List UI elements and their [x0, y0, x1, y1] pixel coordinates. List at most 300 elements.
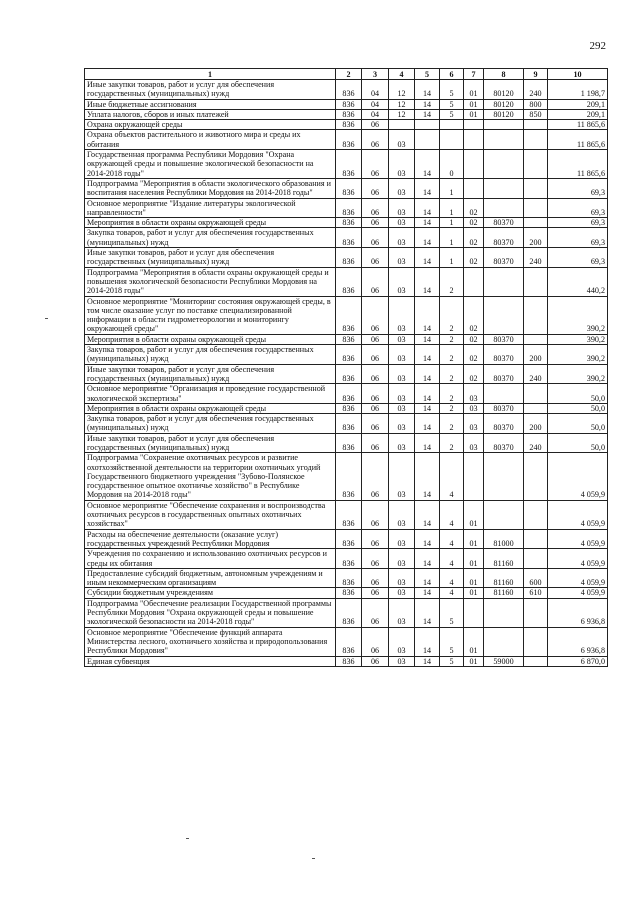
code-section: 06 [362, 296, 389, 334]
code-section: 06 [362, 228, 389, 248]
code-activity [464, 120, 484, 130]
row-name: Основное мероприятие "Мониторинг состояния окружающей среды, в том числе оказание услуг по поставке специализированной информации в области гидрометеорологии и мониторингу окружающей среды" [85, 296, 336, 334]
code-expense-type: 200 [524, 228, 548, 248]
code-admin: 836 [336, 296, 362, 334]
row-amount: 1 198,7 [548, 80, 608, 100]
row-name: Предоставление субсидий бюджетным, автономным учреждениям и иным некоммерческим организациям [85, 568, 336, 588]
code-activity: 03 [464, 384, 484, 404]
code-activity: 01 [464, 549, 484, 569]
table-row [85, 598, 608, 627]
code-activity: 03 [464, 403, 484, 413]
code-subsection: 03 [389, 453, 415, 500]
code-activity: 01 [464, 588, 484, 598]
table-row [85, 414, 608, 434]
code-direction: 80370 [484, 433, 524, 453]
row-name: Расходы на обеспечение деятельности (оказание услуг) государственных учреждений Республики Мордовия [85, 529, 336, 549]
row-name: Мероприятия в области охраны окружающей среды [85, 334, 336, 344]
table-row [85, 364, 608, 384]
row-amount: 50,0 [548, 403, 608, 413]
row-name: Основное мероприятие "Издание литературы экологической направленности" [85, 198, 336, 218]
budget-table [84, 68, 608, 667]
row-name: Иные закупки товаров, работ и услуг для обеспечения государственных (муниципальных) нужд [85, 80, 336, 100]
code-subprogram: 1 [440, 228, 464, 248]
row-name: Мероприятия в области охраны окружающей среды [85, 218, 336, 228]
code-expense-type [524, 500, 548, 529]
code-admin: 836 [336, 178, 362, 198]
code-direction [484, 267, 524, 296]
code-section: 06 [362, 588, 389, 598]
code-admin: 836 [336, 218, 362, 228]
row-amount: 390,2 [548, 296, 608, 334]
code-activity [464, 130, 484, 150]
row-name: Мероприятия в области охраны окружающей среды [85, 403, 336, 413]
code-section: 06 [362, 120, 389, 130]
code-subsection: 03 [389, 150, 415, 179]
code-expense-type [524, 384, 548, 404]
code-expense-type: 200 [524, 414, 548, 434]
code-program: 14 [415, 568, 440, 588]
row-name: Подпрограмма "Мероприятия в области экологического образования и воспитания населения Республики Мордовия на 2014-2018 годы" [85, 178, 336, 198]
code-expense-type: 240 [524, 433, 548, 453]
code-subsection: 03 [389, 178, 415, 198]
code-admin: 836 [336, 228, 362, 248]
table-row [85, 500, 608, 529]
code-subprogram: 2 [440, 403, 464, 413]
code-section: 06 [362, 656, 389, 666]
scan-mark [186, 838, 189, 839]
code-activity [464, 267, 484, 296]
code-expense-type [524, 218, 548, 228]
code-subprogram: 2 [440, 364, 464, 384]
column-header: 5 [415, 69, 440, 80]
code-section: 06 [362, 178, 389, 198]
code-direction [484, 120, 524, 130]
scan-mark [312, 858, 315, 859]
row-amount: 69,3 [548, 218, 608, 228]
code-activity: 01 [464, 568, 484, 588]
code-direction [484, 178, 524, 198]
code-subsection: 12 [389, 99, 415, 109]
code-subprogram: 2 [440, 414, 464, 434]
code-direction: 81000 [484, 529, 524, 549]
code-activity [464, 598, 484, 627]
code-section: 04 [362, 99, 389, 109]
code-subsection: 03 [389, 588, 415, 598]
row-name: Закупка товаров, работ и услуг для обеспечения государственных (муниципальных) нужд [85, 345, 336, 365]
code-direction: 80370 [484, 218, 524, 228]
code-direction [484, 150, 524, 179]
table-row [85, 130, 608, 150]
row-name: Закупка товаров, работ и услуг для обеспечения государственных (муниципальных) нужд [85, 228, 336, 248]
code-subprogram: 2 [440, 384, 464, 404]
code-expense-type [524, 549, 548, 569]
table-row [85, 198, 608, 218]
code-subprogram: 2 [440, 296, 464, 334]
code-program [415, 120, 440, 130]
code-activity [464, 150, 484, 179]
row-amount: 11 865,6 [548, 120, 608, 130]
code-activity: 02 [464, 364, 484, 384]
code-subprogram: 4 [440, 588, 464, 598]
code-activity: 01 [464, 99, 484, 109]
row-name: Охрана окружающей среды [85, 120, 336, 130]
code-subsection: 03 [389, 345, 415, 365]
code-admin: 836 [336, 198, 362, 218]
code-activity: 01 [464, 80, 484, 100]
code-subsection: 03 [389, 334, 415, 344]
code-direction [484, 453, 524, 500]
code-subprogram: 4 [440, 529, 464, 549]
code-admin: 836 [336, 80, 362, 100]
code-direction [484, 627, 524, 656]
code-admin: 836 [336, 99, 362, 109]
code-expense-type: 240 [524, 364, 548, 384]
row-name: Иные бюджетные ассигнования [85, 99, 336, 109]
code-direction: 80370 [484, 228, 524, 248]
code-section: 06 [362, 364, 389, 384]
code-activity: 02 [464, 218, 484, 228]
column-header: 10 [548, 69, 608, 80]
row-amount: 390,2 [548, 334, 608, 344]
code-direction: 80120 [484, 109, 524, 119]
code-program [415, 130, 440, 150]
code-subprogram: 4 [440, 500, 464, 529]
row-amount: 6 936,8 [548, 627, 608, 656]
row-name: Иные закупки товаров, работ и услуг для обеспечения государственных (муниципальных) нужд [85, 364, 336, 384]
code-program: 14 [415, 549, 440, 569]
code-direction: 80370 [484, 248, 524, 268]
code-direction: 80370 [484, 364, 524, 384]
table-row [85, 568, 608, 588]
code-subsection: 03 [389, 296, 415, 334]
code-program: 14 [415, 267, 440, 296]
table-row [85, 345, 608, 365]
code-direction: 80370 [484, 334, 524, 344]
row-amount: 440,2 [548, 267, 608, 296]
code-admin: 836 [336, 364, 362, 384]
table-row [85, 218, 608, 228]
code-subsection: 03 [389, 218, 415, 228]
code-program: 14 [415, 345, 440, 365]
row-amount: 390,2 [548, 364, 608, 384]
code-section: 06 [362, 529, 389, 549]
row-name: Основное мероприятие "Обеспечение функций аппарата Министерства лесного, охотничьего хозяйства и природопользования Республики Мордовия" [85, 627, 336, 656]
row-name: Закупка товаров, работ и услуг для обеспечения государственных (муниципальных) нужд [85, 414, 336, 434]
row-amount: 390,2 [548, 345, 608, 365]
code-admin: 836 [336, 656, 362, 666]
code-subprogram [440, 120, 464, 130]
row-amount: 11 865,6 [548, 150, 608, 179]
table-row [85, 228, 608, 248]
code-activity: 01 [464, 109, 484, 119]
code-section: 06 [362, 453, 389, 500]
code-program: 14 [415, 198, 440, 218]
table-row [85, 656, 608, 666]
code-subsection: 12 [389, 80, 415, 100]
code-admin: 836 [336, 568, 362, 588]
code-admin: 836 [336, 433, 362, 453]
code-subsection: 03 [389, 384, 415, 404]
row-name: Единая субвенция [85, 656, 336, 666]
row-amount: 69,3 [548, 178, 608, 198]
code-program: 14 [415, 228, 440, 248]
row-name: Подпрограмма "Сохранение охотничьих ресурсов и развитие охотхозяйственной деятельности на территории охотничьих угодий Государственного бюджетного учреждения "Зубово-Полянское государственное опытное охотничье хозяйство" в Республике Мордовия на 2014-2018 годы" [85, 453, 336, 500]
row-name: Основное мероприятие "Обеспечение сохранения и воспроизводства охотничьих ресурсов в государственных опытных охотничьих хозяйствах" [85, 500, 336, 529]
row-amount: 4 059,9 [548, 549, 608, 569]
code-subsection: 03 [389, 228, 415, 248]
code-subprogram: 5 [440, 99, 464, 109]
table-row [85, 248, 608, 268]
row-name: Подпрограмма "Мероприятия в области охраны окружающей среды и повышения экологической безопасности Республики Мордовия на 2014-2018 годы" [85, 267, 336, 296]
code-activity: 01 [464, 627, 484, 656]
table-row [85, 384, 608, 404]
table-row [85, 178, 608, 198]
code-subprogram: 5 [440, 80, 464, 100]
code-program: 14 [415, 627, 440, 656]
row-name: Субсидии бюджетным учреждениям [85, 588, 336, 598]
code-expense-type [524, 130, 548, 150]
code-subsection: 03 [389, 549, 415, 569]
code-expense-type: 240 [524, 80, 548, 100]
code-expense-type: 200 [524, 345, 548, 365]
code-admin: 836 [336, 345, 362, 365]
code-subprogram: 1 [440, 198, 464, 218]
code-admin: 836 [336, 267, 362, 296]
table-header-row [85, 69, 608, 80]
table-body [85, 80, 608, 667]
code-section: 06 [362, 345, 389, 365]
code-direction [484, 500, 524, 529]
code-admin: 836 [336, 130, 362, 150]
row-amount: 4 059,9 [548, 529, 608, 549]
code-admin: 836 [336, 529, 362, 549]
column-header: 9 [524, 69, 548, 80]
code-subprogram: 5 [440, 598, 464, 627]
code-expense-type [524, 453, 548, 500]
code-expense-type [524, 120, 548, 130]
row-amount: 209,1 [548, 99, 608, 109]
column-header: 2 [336, 69, 362, 80]
code-direction: 80370 [484, 403, 524, 413]
code-admin: 836 [336, 109, 362, 119]
row-name: Охрана объектов растительного и животного мира и среды их обитания [85, 130, 336, 150]
code-direction: 80370 [484, 414, 524, 434]
code-section: 06 [362, 130, 389, 150]
code-program: 14 [415, 364, 440, 384]
code-activity: 02 [464, 198, 484, 218]
table-row [85, 120, 608, 130]
code-direction: 80120 [484, 80, 524, 100]
code-expense-type [524, 267, 548, 296]
code-program: 14 [415, 99, 440, 109]
code-activity [464, 178, 484, 198]
code-direction: 81160 [484, 549, 524, 569]
table-row [85, 80, 608, 100]
code-program: 14 [415, 248, 440, 268]
code-program: 14 [415, 656, 440, 666]
code-subprogram: 5 [440, 656, 464, 666]
code-expense-type: 850 [524, 109, 548, 119]
row-name: Государственная программа Республики Мордовия "Охрана окружающей среды и повышение экологической безопасности на 2014-2018 годы" [85, 150, 336, 179]
code-section: 06 [362, 568, 389, 588]
code-subprogram: 2 [440, 267, 464, 296]
code-expense-type: 800 [524, 99, 548, 109]
row-amount: 209,1 [548, 109, 608, 119]
column-header: 8 [484, 69, 524, 80]
table-row [85, 433, 608, 453]
row-amount: 69,3 [548, 228, 608, 248]
code-expense-type: 610 [524, 588, 548, 598]
code-section: 04 [362, 80, 389, 100]
row-name: Подпрограмма "Обеспечение реализации Государственной программы Республики Мордовия "Охрана окружающей среды и повышение экологической безопасности на 2014-2018 годы" [85, 598, 336, 627]
code-direction: 59000 [484, 656, 524, 666]
code-direction: 81160 [484, 568, 524, 588]
code-program: 14 [415, 403, 440, 413]
row-name: Иные закупки товаров, работ и услуг для обеспечения государственных (муниципальных) нужд [85, 248, 336, 268]
code-program: 14 [415, 334, 440, 344]
code-admin: 836 [336, 248, 362, 268]
code-direction: 81160 [484, 588, 524, 598]
code-section: 06 [362, 198, 389, 218]
code-subsection: 03 [389, 403, 415, 413]
code-section: 06 [362, 150, 389, 179]
column-header: 3 [362, 69, 389, 80]
code-program: 14 [415, 433, 440, 453]
code-program: 14 [415, 218, 440, 228]
row-amount: 6 936,8 [548, 598, 608, 627]
code-program: 14 [415, 529, 440, 549]
code-direction: 80370 [484, 345, 524, 365]
code-subprogram: 1 [440, 178, 464, 198]
row-name: Уплата налогов, сборов и иных платежей [85, 109, 336, 119]
code-expense-type [524, 598, 548, 627]
code-subsection: 03 [389, 627, 415, 656]
scan-mark [45, 318, 48, 319]
code-program: 14 [415, 588, 440, 598]
code-admin: 836 [336, 334, 362, 344]
code-admin: 836 [336, 453, 362, 500]
code-subprogram [440, 130, 464, 150]
table-row [85, 403, 608, 413]
code-subsection: 12 [389, 109, 415, 119]
code-subsection: 03 [389, 598, 415, 627]
code-admin: 836 [336, 627, 362, 656]
code-subsection: 03 [389, 130, 415, 150]
row-amount: 4 059,9 [548, 568, 608, 588]
code-subsection: 03 [389, 433, 415, 453]
code-subprogram: 2 [440, 433, 464, 453]
code-admin: 836 [336, 549, 362, 569]
code-subsection: 03 [389, 267, 415, 296]
table-row [85, 109, 608, 119]
row-amount: 4 059,9 [548, 500, 608, 529]
code-admin: 836 [336, 598, 362, 627]
code-program: 14 [415, 178, 440, 198]
code-subsection: 03 [389, 500, 415, 529]
code-expense-type: 240 [524, 248, 548, 268]
code-section: 06 [362, 403, 389, 413]
code-program: 14 [415, 109, 440, 119]
code-admin: 836 [336, 384, 362, 404]
code-expense-type: 600 [524, 568, 548, 588]
code-expense-type [524, 656, 548, 666]
code-subprogram: 1 [440, 248, 464, 268]
page-number: 292 [589, 40, 606, 52]
code-admin: 836 [336, 120, 362, 130]
row-amount: 6 870,0 [548, 656, 608, 666]
code-section: 04 [362, 109, 389, 119]
table-row [85, 99, 608, 109]
code-program: 14 [415, 150, 440, 179]
code-activity: 01 [464, 529, 484, 549]
code-section: 06 [362, 598, 389, 627]
code-direction [484, 384, 524, 404]
row-amount: 4 059,9 [548, 588, 608, 598]
code-subprogram: 5 [440, 627, 464, 656]
code-direction [484, 598, 524, 627]
row-amount: 69,3 [548, 248, 608, 268]
row-amount: 11 865,6 [548, 130, 608, 150]
code-program: 14 [415, 296, 440, 334]
table-row [85, 267, 608, 296]
code-subprogram: 5 [440, 109, 464, 119]
code-admin: 836 [336, 150, 362, 179]
column-header: 4 [389, 69, 415, 80]
code-admin: 836 [336, 588, 362, 598]
code-subsection: 03 [389, 248, 415, 268]
code-section: 06 [362, 433, 389, 453]
code-admin: 836 [336, 414, 362, 434]
row-name: Учреждения по сохранению и использованию охотничьих ресурсов и среды их обитания [85, 549, 336, 569]
code-activity: 03 [464, 433, 484, 453]
code-activity: 02 [464, 228, 484, 248]
code-expense-type [524, 334, 548, 344]
table-row [85, 296, 608, 334]
code-section: 06 [362, 267, 389, 296]
code-expense-type [524, 296, 548, 334]
code-section: 06 [362, 627, 389, 656]
table-row [85, 150, 608, 179]
code-activity: 02 [464, 334, 484, 344]
code-subsection: 03 [389, 656, 415, 666]
code-activity: 01 [464, 500, 484, 529]
code-expense-type [524, 178, 548, 198]
code-subprogram: 2 [440, 345, 464, 365]
table-row [85, 334, 608, 344]
code-program: 14 [415, 500, 440, 529]
code-expense-type [524, 403, 548, 413]
code-program: 14 [415, 453, 440, 500]
code-expense-type [524, 529, 548, 549]
row-amount: 50,0 [548, 433, 608, 453]
code-section: 06 [362, 334, 389, 344]
code-subsection [389, 120, 415, 130]
code-program: 14 [415, 384, 440, 404]
code-activity: 02 [464, 345, 484, 365]
column-header: 6 [440, 69, 464, 80]
code-section: 06 [362, 248, 389, 268]
code-program: 14 [415, 80, 440, 100]
row-amount: 69,3 [548, 198, 608, 218]
code-subsection: 03 [389, 198, 415, 218]
row-amount: 50,0 [548, 414, 608, 434]
code-section: 06 [362, 500, 389, 529]
code-section: 06 [362, 384, 389, 404]
code-activity: 01 [464, 656, 484, 666]
table-row [85, 627, 608, 656]
code-expense-type [524, 627, 548, 656]
row-name: Основное мероприятие "Организация и проведение государственной экологической экспертизы" [85, 384, 336, 404]
